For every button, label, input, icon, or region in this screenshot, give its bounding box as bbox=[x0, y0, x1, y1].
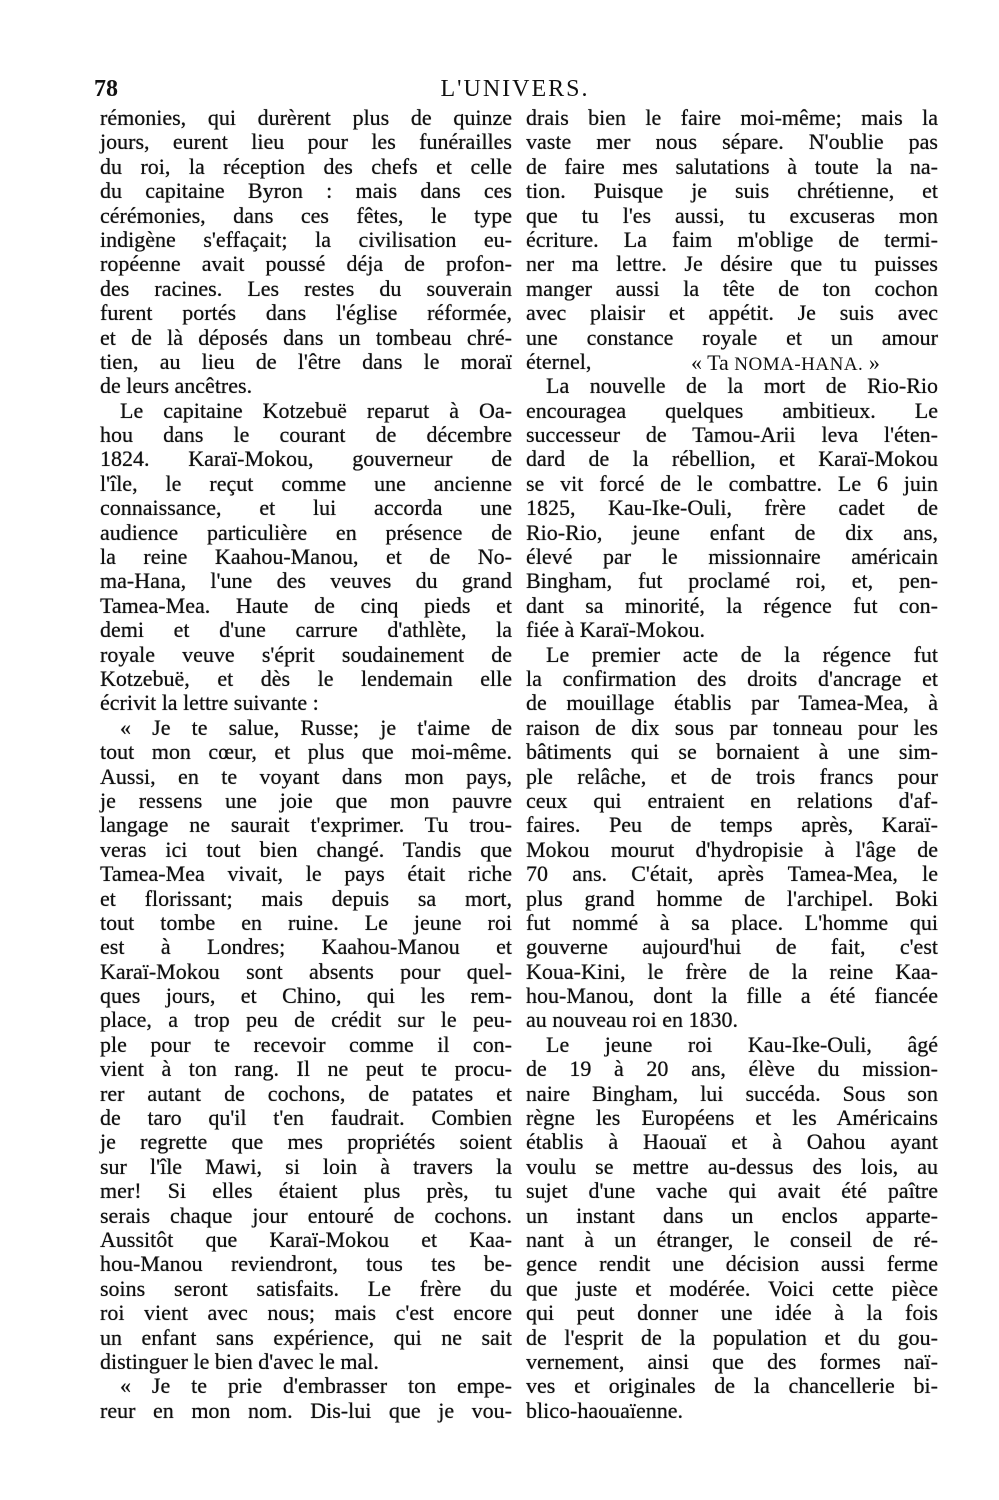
text-line: de l'esprit de la population et du gou- bbox=[526, 1324, 938, 1350]
text-line: Koua-Kini, le frère de la reine Kaa- bbox=[526, 958, 938, 984]
text-line: tout tombe en ruine. Le jeune roi bbox=[100, 909, 512, 935]
text-line: que tu l'es aussi, tu excuseras mon bbox=[526, 202, 938, 228]
letter-signature bbox=[691, 350, 880, 376]
text-line: fiée à Karaï-Mokou. bbox=[526, 617, 705, 643]
text-line: tion. Puisque je suis chrétienne, et bbox=[526, 178, 938, 204]
text-line: gouverne aujourd'hui de fait, c'est bbox=[526, 934, 938, 960]
text-line: 1824. Karaï-Mokou, gouverneur de bbox=[100, 446, 512, 472]
text-line: encouragea quelques ambitieux. Le bbox=[526, 397, 938, 423]
text-line: faires. Peu de temps après, Karaï- bbox=[526, 812, 938, 838]
paragraph bbox=[526, 374, 938, 642]
text-line: furent portés dans l'église réformée, bbox=[100, 300, 512, 326]
text-line: Karaï-Mokou sont absents pour quel- bbox=[100, 958, 512, 984]
text-line: tout mon cœur, et plus que moi-même. bbox=[100, 739, 512, 765]
text-line: manger aussi la tête de ton cochon bbox=[526, 275, 938, 301]
text-line: ma-Hana, l'une des veuves du grand bbox=[100, 568, 512, 594]
text-line: reur en mon nom. Dis-lui que je vou- bbox=[100, 1397, 512, 1423]
text-line: se vit forcé de le combattre. Le 6 juin bbox=[526, 470, 938, 496]
text-line: ceux qui entraient en relations d'af- bbox=[526, 787, 938, 813]
text-line: Kotzebuë, et dès le lendemain elle bbox=[100, 665, 512, 691]
text-line: vaste mer nous sépare. N'oublie pas bbox=[526, 129, 938, 155]
text-line: Le capitaine Kotzebuë reparut à Oa- bbox=[120, 397, 512, 423]
text-line: dant sa minorité, la régence fut con- bbox=[526, 592, 938, 618]
text-line: du roi, la réception des chefs et celle bbox=[100, 153, 512, 179]
text-line: plus grand homme de l'archipel. Boki bbox=[526, 885, 938, 911]
text-line: successeur de Tamou-Arii leva l'éten- bbox=[526, 422, 938, 448]
text-line: raison de dix sous par tonneau pour les bbox=[526, 714, 938, 740]
text-line: ple relâche, et de trois francs pour bbox=[526, 763, 938, 789]
text-line: demi et d'une carrure d'athlète, la bbox=[100, 617, 512, 643]
text-line: Aussitôt que Karaï-Mokou et Kaa- bbox=[100, 1226, 512, 1252]
text-line: établis à Haouaï et à Oahou ayant bbox=[526, 1129, 938, 1155]
text-line: fut nommé à sa place. L'homme qui bbox=[526, 909, 938, 935]
text-line: qui peut donner une idée à la fois bbox=[526, 1300, 938, 1326]
text-line: ropéenne avait poussé déja de profon- bbox=[100, 251, 512, 277]
text-line: et florissant; mais depuis sa mort, bbox=[100, 885, 512, 911]
text-line: ves et originales de la chancellerie bi- bbox=[526, 1373, 938, 1399]
text-line: blico-haouaïenne. bbox=[526, 1397, 683, 1423]
text-line: vernement, ainsi que des formes naï- bbox=[526, 1348, 938, 1374]
text-line: royale veuve s'éprit soudainement de bbox=[100, 641, 512, 667]
text-line: drais bien le faire moi-même; mais la bbox=[526, 105, 938, 130]
text-line: au nouveau roi en 1830. bbox=[526, 1007, 738, 1033]
text-line: que juste et modérée. Voici cette pièce bbox=[526, 1275, 938, 1301]
text-line: soins seront satisfaits. Le frère du bbox=[100, 1275, 512, 1301]
text-line: un enfant sans expérience, qui ne sait bbox=[100, 1324, 512, 1350]
text-line: veras ici tout bien changé. Tandis que bbox=[100, 836, 512, 862]
text-line: sujet d'une vache qui avait été paître bbox=[526, 1178, 938, 1204]
text-line: rer autant de cochons, de patates et bbox=[100, 1080, 512, 1106]
text-line: hou dans le courant de décembre bbox=[100, 422, 512, 448]
text-line: de taro qu'il t'en faudrait. Combien bbox=[100, 1105, 512, 1131]
paragraph bbox=[100, 399, 512, 716]
text-line: La nouvelle de la mort de Rio-Rio bbox=[546, 373, 938, 399]
text-line: élevé par le missionnaire américain bbox=[526, 544, 938, 570]
text-line: je regrette que mes propriétés soient bbox=[100, 1129, 512, 1155]
text-line: place, a trop peu de crédit sur le peu- bbox=[100, 1007, 512, 1033]
paragraph bbox=[100, 106, 512, 399]
page-number: 78 bbox=[94, 76, 118, 102]
text-line: dard de la rébellion, et Karaï-Mokou bbox=[526, 446, 938, 472]
text-line: ner ma lettre. Je désire que tu puisses bbox=[526, 251, 938, 277]
text-line: écriture. La faim m'oblige de termi- bbox=[526, 226, 938, 252]
text-line: des racines. Les restes du souverain bbox=[100, 275, 512, 301]
paragraph bbox=[100, 1374, 512, 1423]
text-line: mer! Si elles étaient plus près, tu bbox=[100, 1178, 512, 1204]
text-line: et de là déposés dans un tombeau chré- bbox=[100, 324, 512, 350]
text-line: l'île, le reçut comme une ancienne bbox=[100, 470, 512, 496]
text-line: ple pour te recevoir comme il con- bbox=[100, 1031, 512, 1057]
text-line: hou-Manou, dont la fille a été fiancée bbox=[526, 983, 938, 1009]
text-line: la reine Kaahou-Manou, et de No- bbox=[100, 544, 512, 570]
text-line: indigène s'effaçait; la civilisation eu- bbox=[100, 226, 512, 252]
paragraph bbox=[526, 1033, 938, 1423]
text-line: Tamea-Mea vivait, le pays était riche bbox=[100, 861, 512, 887]
text-line: Bingham, fut proclamé roi, et, pen- bbox=[526, 568, 938, 594]
text-line: règne les Européens et les Américains bbox=[526, 1105, 938, 1131]
text-line: avec plaisir et appétit. Je suis avec bbox=[526, 300, 938, 326]
text-line: une constance royale et un amour bbox=[526, 324, 938, 350]
text-line: rémonies, qui durèrent plus de quinze bbox=[100, 105, 512, 130]
text-line: « Je te prie d'embrasser ton empe- bbox=[120, 1373, 512, 1399]
signature-suffix: » bbox=[863, 349, 880, 375]
text-line: est à Londres; Kaahou-Manou et bbox=[100, 934, 512, 960]
text-line: gence rendit une décision aussi ferme bbox=[526, 1251, 938, 1277]
paragraph bbox=[526, 643, 938, 1033]
signature-prefix: « Ta bbox=[691, 349, 735, 375]
text-line: connaissance, et lui accorda une bbox=[100, 495, 512, 521]
left-column bbox=[100, 106, 512, 1423]
text-line: du capitaine Byron : mais dans ces bbox=[100, 178, 512, 204]
paragraph bbox=[100, 716, 512, 1375]
text-line: de mouillage établis par Tamea-Mea, à bbox=[526, 690, 938, 716]
text-line: Le premier acte de la régence fut bbox=[546, 641, 938, 667]
text-line: tien, au lieu de l'être dans le moraï bbox=[100, 348, 512, 374]
text-line: Rio-Rio, jeune enfant de dix ans, bbox=[526, 519, 938, 545]
text-line: roi vient avec nous; mais c'est encore bbox=[100, 1300, 512, 1326]
text-line: 70 ans. C'était, après Tamea-Mea, le bbox=[526, 861, 938, 887]
text-line: bâtiments qui se bornaient à une sim- bbox=[526, 739, 938, 765]
text-line: éternel, bbox=[526, 348, 592, 374]
text-line: Le jeune roi Kau-Ike-Ouli, âgé bbox=[546, 1031, 938, 1057]
text-line: hou-Manou reviendront, tous tes be- bbox=[100, 1251, 512, 1277]
running-title: L'UNIVERS. bbox=[440, 76, 590, 102]
text-line: « Je te salue, Russe; je t'aime de bbox=[120, 714, 512, 740]
text-line: serais chaque jour entouré de cochons. bbox=[100, 1202, 512, 1228]
text-line: la confirmation des droits d'ancrage et bbox=[526, 665, 938, 691]
text-line: cérémonies, dans ces fêtes, le type bbox=[100, 202, 512, 228]
text-line: un instant dans un enclos apparte- bbox=[526, 1202, 938, 1228]
text-line: Mokou mourut d'hydropisie à l'âge de bbox=[526, 836, 938, 862]
signature-name: NOMA-HANA. bbox=[734, 353, 864, 375]
text-line: de leurs ancêtres. bbox=[100, 373, 253, 399]
text-line: de faire mes salutations à toute la na- bbox=[526, 153, 938, 179]
text-line: 1825, Kau-Ike-Ouli, frère cadet de bbox=[526, 495, 938, 521]
text-line: vient à ton rang. Il ne peut te procu- bbox=[100, 1056, 512, 1082]
text-line: je ressens une joie que mon pauvre bbox=[100, 787, 512, 813]
text-line: ques jours, et Chino, qui les rem- bbox=[100, 983, 512, 1009]
text-line: sur l'île Mawi, si loin à travers la bbox=[100, 1153, 512, 1179]
text-line: distinguer le bien d'avec le mal. bbox=[100, 1348, 379, 1374]
paragraph bbox=[526, 106, 938, 374]
text-line: Tamea-Mea. Haute de cinq pieds et bbox=[100, 592, 512, 618]
text-line: écrivit la lettre suivante : bbox=[100, 690, 319, 716]
text-line: nant à un étranger, le conseil de ré- bbox=[526, 1226, 938, 1252]
text-line: de 19 à 20 ans, élève du mission- bbox=[526, 1056, 938, 1082]
text-line: Aussi, en te voyant dans mon pays, bbox=[100, 763, 512, 789]
text-line: audience particulière en présence de bbox=[100, 519, 512, 545]
text-line: naire Bingham, lui succéda. Sous son bbox=[526, 1080, 938, 1106]
text-line: langage ne saurait t'exprimer. Tu trou- bbox=[100, 812, 512, 838]
text-line: voulu se mettre au-dessus des lois, au bbox=[526, 1153, 938, 1179]
right-column bbox=[526, 106, 938, 1423]
text-line: jours, eurent lieu pour les funérailles bbox=[100, 129, 512, 155]
